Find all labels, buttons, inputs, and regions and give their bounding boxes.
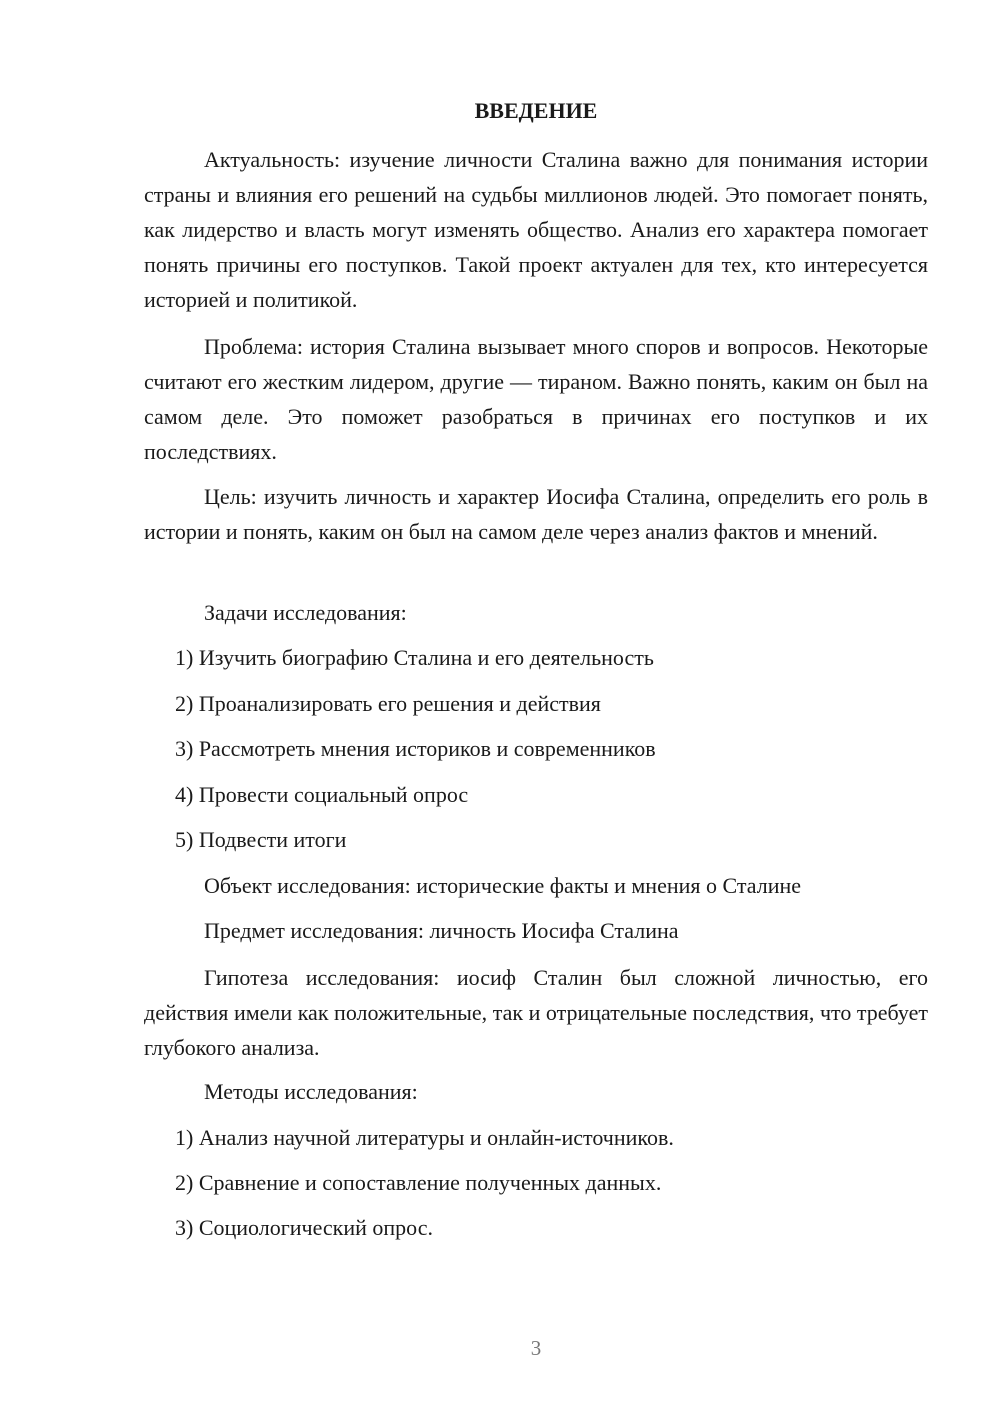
research-object: Объект исследования: исторические факты и мнения о Сталине [204, 873, 802, 898]
task-item: 4) Провести социальный опрос [175, 782, 469, 807]
page-number: 3 [530, 1336, 542, 1360]
task-item: 3) Рассмотреть мнения историков и современников [175, 736, 656, 761]
paragraph-problem: Проблема: история Сталина вызывает много споров и вопросов. Некоторые считают его жестким лидером, другие — тираном. Важно понять, каким он был на самом деле. Это поможет разобраться в причинах его поступков и их последствиях. [144, 334, 928, 464]
task-item: 2) Проанализировать его решения и действия [175, 691, 601, 716]
research-subject: Предмет исследования: личность Иосифа Сталина [204, 918, 679, 943]
paragraph-goal: Цель: изучить личность и характер Иосифа Сталина, определить его роль в истории и понять, каким он был на самом деле через анализ фактов и мнений. [144, 484, 928, 544]
paragraph-hypothesis: Гипотеза исследования: иосиф Сталин был сложной личностью, его действия имели как положительные, так и отрицательные последствия, что требует глубокого анализа. [144, 965, 928, 1060]
methods-heading: Методы исследования: [204, 1079, 418, 1104]
task-item: 5) Подвести итоги [175, 827, 347, 852]
tasks-heading: Задачи исследования: [204, 600, 407, 625]
paragraph-relevance: Актуальность: изучение личности Сталина важно для понимания истории страны и влияния его решений на судьбы миллионов людей. Это помогает понять, как лидерство и власть могут изменять общество. Анализ его характера помогает понять причины его поступков. Такой проект актуален для тех, кто интересуется историей и политикой. [144, 147, 928, 312]
task-item: 1) Изучить биографию Сталина и его деятельность [175, 645, 654, 670]
page-title: ВВЕДЕНИЕ [474, 98, 598, 123]
method-item: 1) Анализ научной литературы и онлайн-источников. [175, 1125, 674, 1150]
method-item: 3) Социологический опрос. [175, 1215, 433, 1240]
method-item: 2) Сравнение и сопоставление полученных данных. [175, 1170, 662, 1195]
